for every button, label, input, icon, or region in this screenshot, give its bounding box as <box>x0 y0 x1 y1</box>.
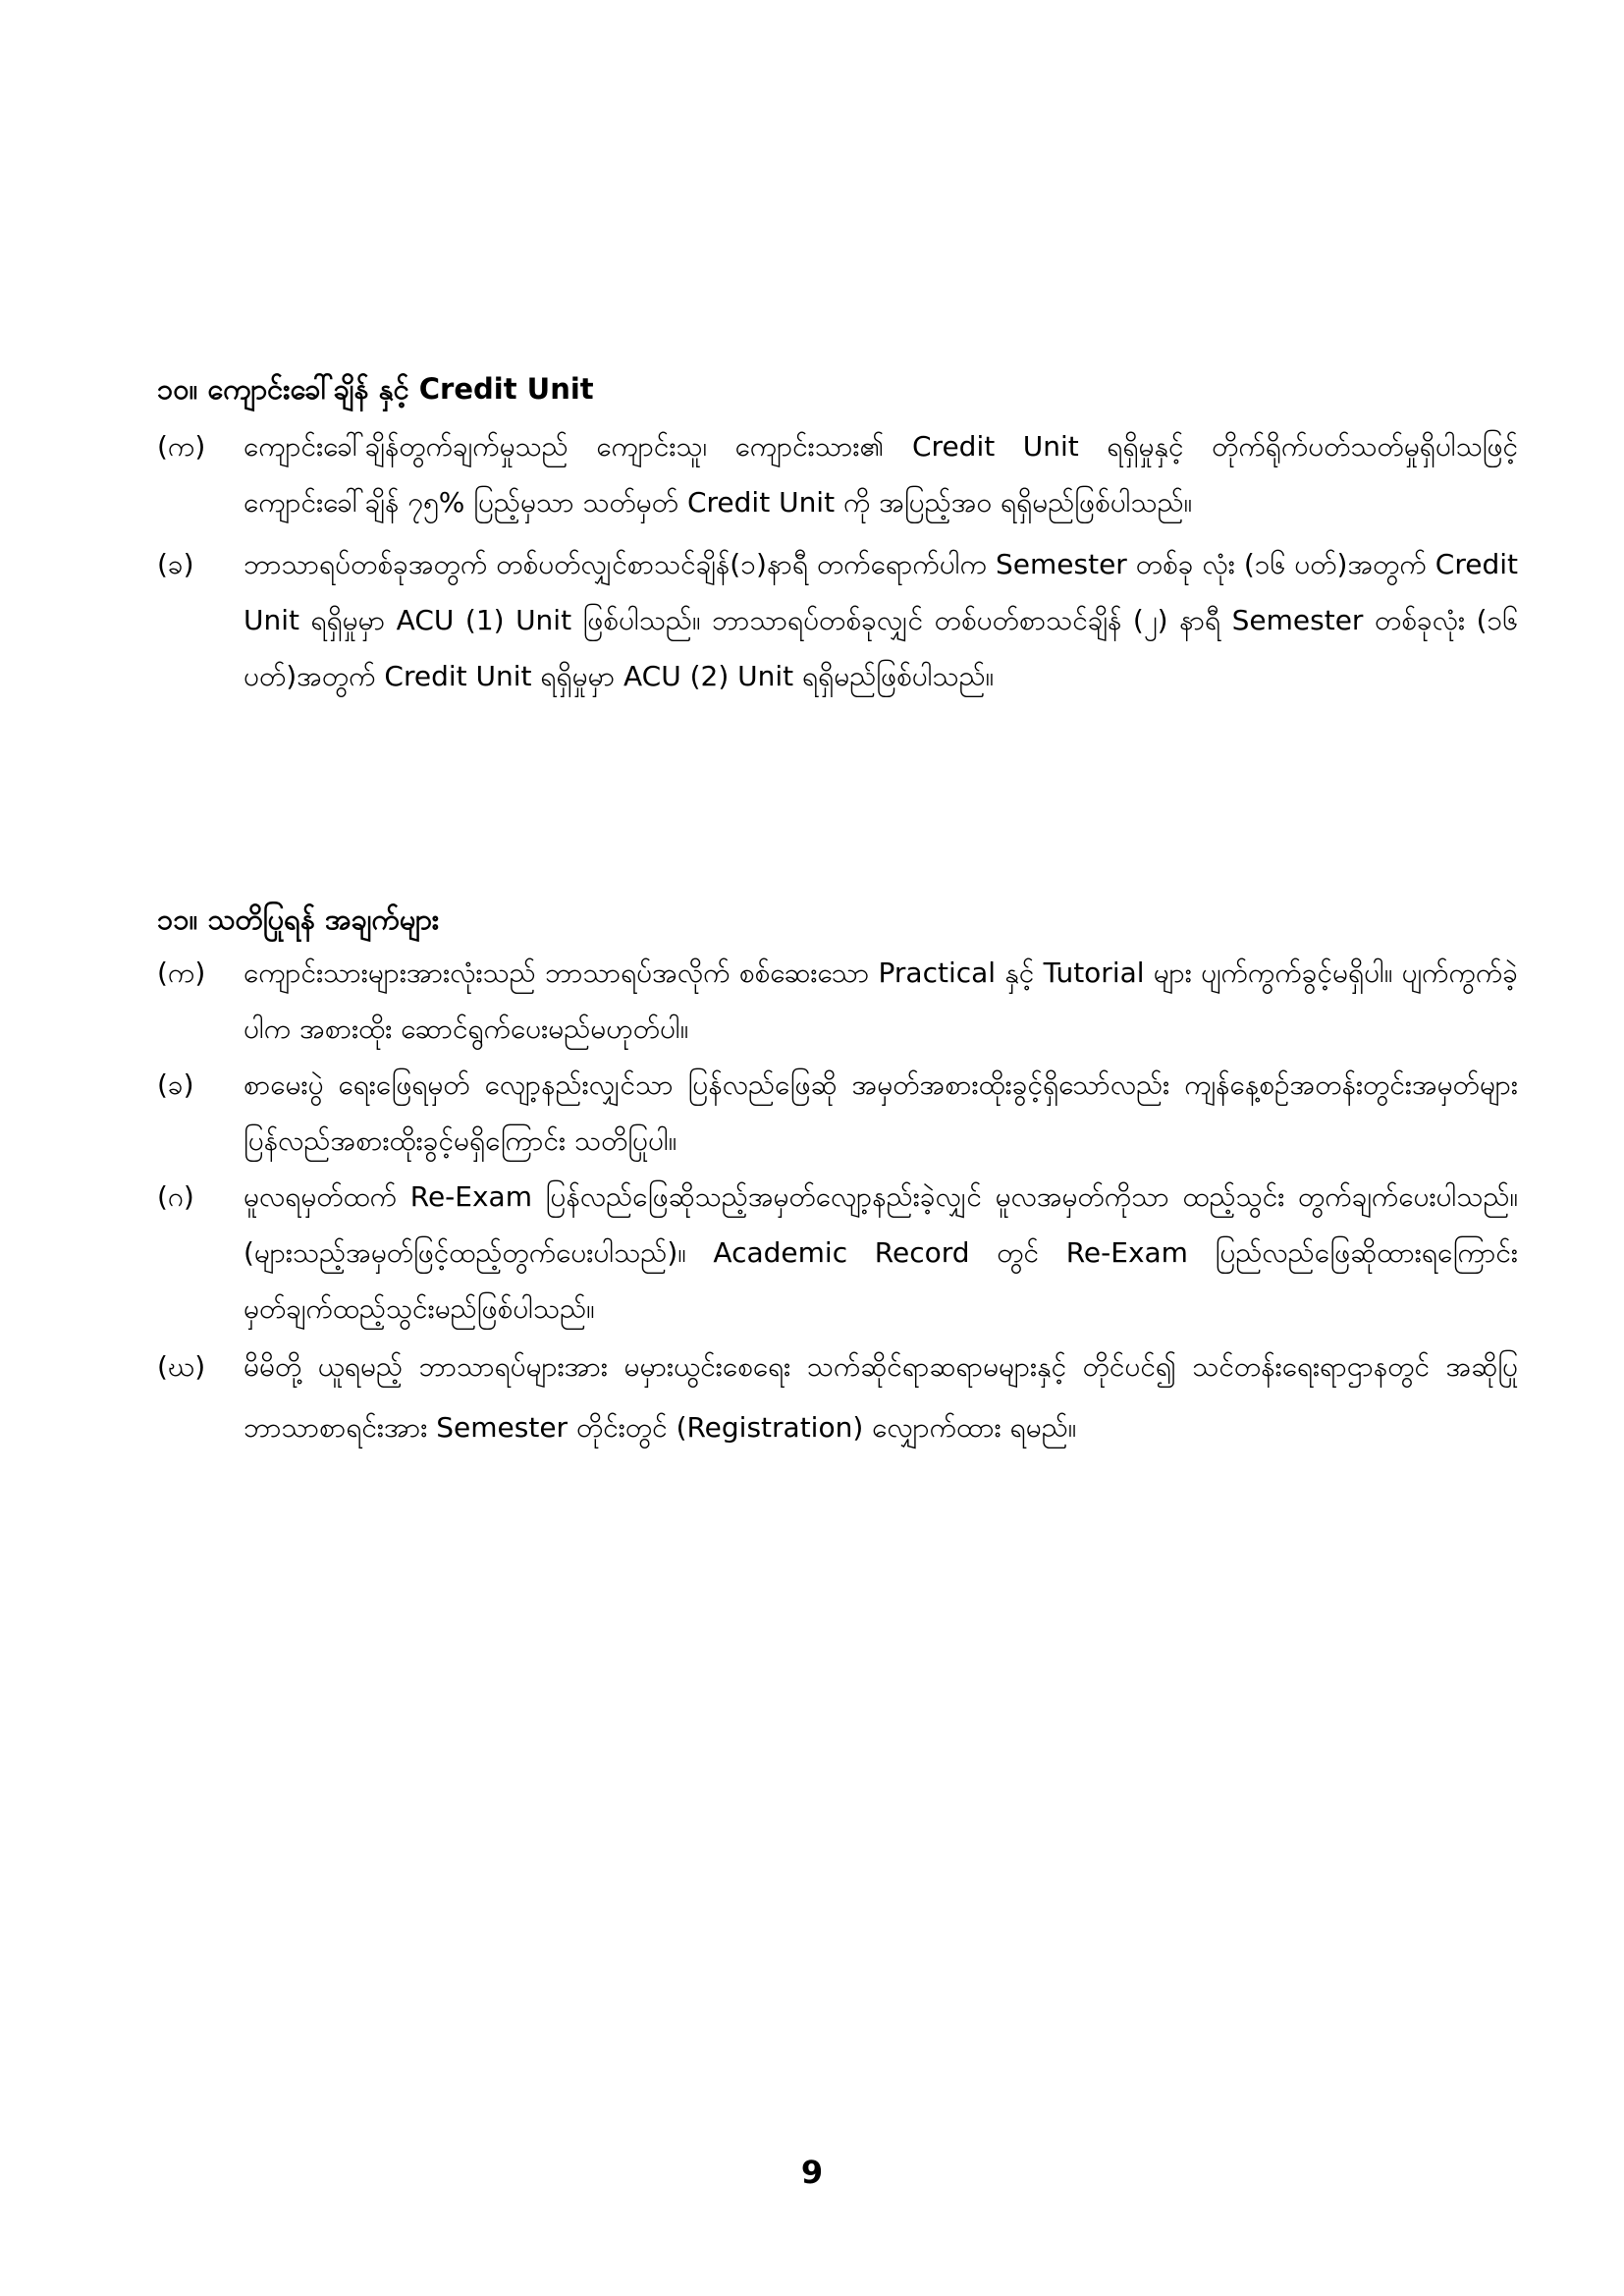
item-label: (က) <box>157 430 206 463</box>
item-list <box>157 945 1518 1458</box>
section-points-to-note <box>157 900 1518 1458</box>
item-text: ဘာသာရပ်တစ်ခုအတွက် တစ်ပတ်လျှင်စာသင်ချိန်(၁)နာရီ တက်ရောက်ပါက Semester တစ်ခု လုံး (၁၆ ပတ်)အတွက် Credit Unit ရရှိမှုမှာ ACU (1) Unit ဖြစ်ပါသည်။ ဘာသာရပ်တစ်ခုလျှင် တစ်ပတ်စာသင်ချိန် (၂) နာရီ Semester တစ်ခုလုံး (၁၆ ပတ်)အတွက် Credit Unit ရရှိမှုမှာ ACU (2) Unit ရရှိမည်ဖြစ်ပါသည်။ <box>244 548 1518 692</box>
list-item <box>157 536 1518 704</box>
item-label: (ခ) <box>157 1068 194 1101</box>
list-item <box>157 1337 1518 1458</box>
item-text: မူလရမှတ်ထက် Re-Exam ပြန်လည်ဖြေဆိုသည့်အမှတ်လျော့နည်းခဲ့လျှင် မူလအမှတ်ကိုသာ ထည့်သွင်း တွက်ချက်ပေးပါသည်။ (များသည့်အမှတ်ဖြင့်ထည့်တွက်ပေးပါသည်)။ Academic Record တွင် Re-Exam ပြည်လည်ဖြေဆိုထားရကြောင်း မှတ်ချက်ထည့်သွင်းမည်ဖြစ်ပါသည်။ <box>244 1180 1518 1325</box>
list-item <box>157 418 1518 530</box>
item-text: ကျောင်းခေါ်ချိန်တွက်ချက်မှုသည် ကျောင်းသူ၊ ကျောင်းသား၏ Credit Unit ရရှိမှုနှင့် တိုက်ရိုက်ပတ်သတ်မှုရှိပါသဖြင့် ကျောင်းခေါ်ချိန် ၇၅% ပြည့်မှသာ သတ်မှတ် Credit Unit ကို အပြည့်အဝ ရရှိမည်ဖြစ်ပါသည်။ <box>244 430 1518 519</box>
section-course-attendance-credit-unit <box>157 369 1518 704</box>
item-label: (ဃ) <box>157 1350 206 1383</box>
item-label: (က) <box>157 957 206 989</box>
list-item <box>157 945 1518 1057</box>
item-text: ကျောင်းသားများအားလုံးသည် ဘာသာရပ်အလိုက် စစ်ဆေးသော Practical နှင့် Tutorial များ ပျက်ကွက်ခွင့်မရှိပါ။ ပျက်ကွက်ခဲ့ပါက အစားထိုး ဆောင်ရွက်ပေးမည်မဟုတ်ပါ။ <box>244 957 1518 1045</box>
item-text: မိမိတို့ ယူရမည့် ဘာသာရပ်များအား မမှားယွင်းစေရေး သက်ဆိုင်ရာဆရာမများနှင့် တိုင်ပင်၍ သင်တန်းရေးရာဌာနတွင် အဆိုပြုဘာသာစာရင်းအား Semester တိုင်းတွင် (Registration) လျှောက်ထား ရမည်။ <box>244 1350 1518 1444</box>
item-label: (ဂ) <box>157 1180 194 1213</box>
page-number: 9 <box>800 2154 824 2191</box>
list-item <box>157 1169 1518 1337</box>
item-label: (ခ) <box>157 548 194 580</box>
list-item <box>157 1057 1518 1169</box>
item-text: စာမေးပွဲ ရေးဖြေရမှတ် လျော့နည်းလျှင်သာ ပြန်လည်ဖြေဆို အမှတ်အစားထိုးခွင့်ရှိသော်လည်း ကျန်နေ့စဉ်အတန်းတွင်းအမှတ်များ ပြန်လည်အစားထိုးခွင့်မရှိကြောင်း သတိပြုပါ။ <box>244 1068 1518 1157</box>
section-heading: ၁၁။ သတိပြုရန် အချက်များ <box>157 902 440 936</box>
item-list <box>157 418 1518 704</box>
section-heading: ၁၀။ ကျောင်းခေါ်ချိန် နှင့် Credit Unit <box>157 372 594 406</box>
